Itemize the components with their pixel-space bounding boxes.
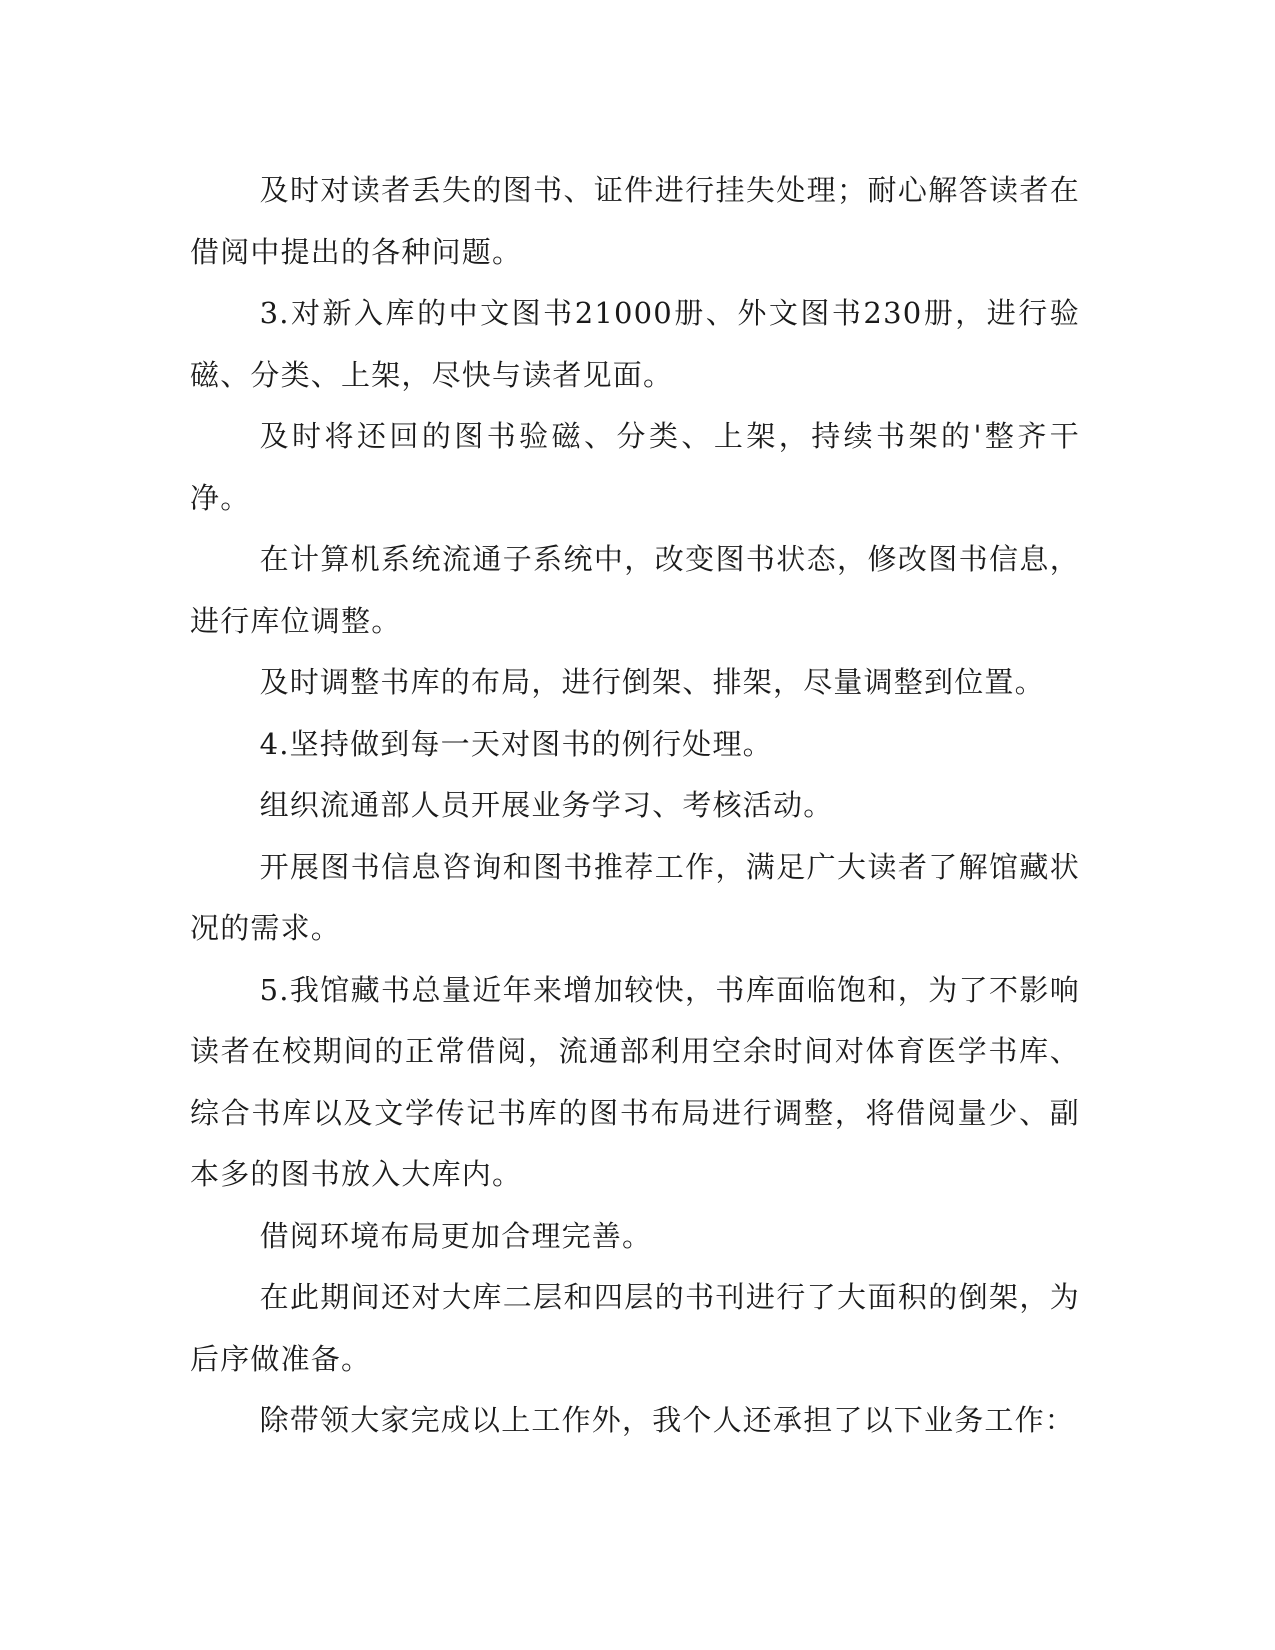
paragraph: 4.坚持做到每一天对图书的例行处理。 [259, 726, 773, 761]
paragraph: 在计算机系统流通子系统中，改变图书状态，修改图书信息，进行库位调整。 [190, 542, 1080, 638]
paragraph: 及时对读者丢失的图书、证件进行挂失处理；耐心解答读者在借阅中提出的各种问题。 [190, 173, 1080, 269]
paragraph: 5.我馆藏书总量近年来增加较快，书库面临饱和，为了不影响读者在校期间的正常借阅，流通部利用空余时间对体育医学书库、综合书库以及文学传记书库的图书布局进行调整，将借阅量少、副本多的图书放入大库内。 [190, 972, 1080, 1191]
paragraph: 3.对新入库的中文图书21000册、外文图书230册，进行验磁、分类、上架，尽快与读者见面。 [190, 296, 1080, 392]
paragraph: 借阅环境布局更加合理完善。 [259, 1218, 653, 1253]
paragraph: 开展图书信息咨询和图书推荐工作，满足广大读者了解馆藏状况的需求。 [190, 849, 1080, 945]
paragraph: 及时将还回的图书验磁、分类、上架，持续书架的'整齐干净。 [190, 419, 1080, 515]
paragraph: 及时调整书库的布局，进行倒架、排架，尽量调整到位置。 [259, 665, 1045, 699]
paragraph: 组织流通部人员开展业务学习、考核活动。 [259, 788, 834, 822]
paragraph: 在此期间还对大库二层和四层的书刊进行了大面积的倒架，为后序做准备。 [190, 1280, 1080, 1376]
document-body [190, 160, 1080, 1452]
paragraph: 除带领大家完成以上工作外，我个人还承担了以下业务工作： [259, 1403, 1075, 1437]
